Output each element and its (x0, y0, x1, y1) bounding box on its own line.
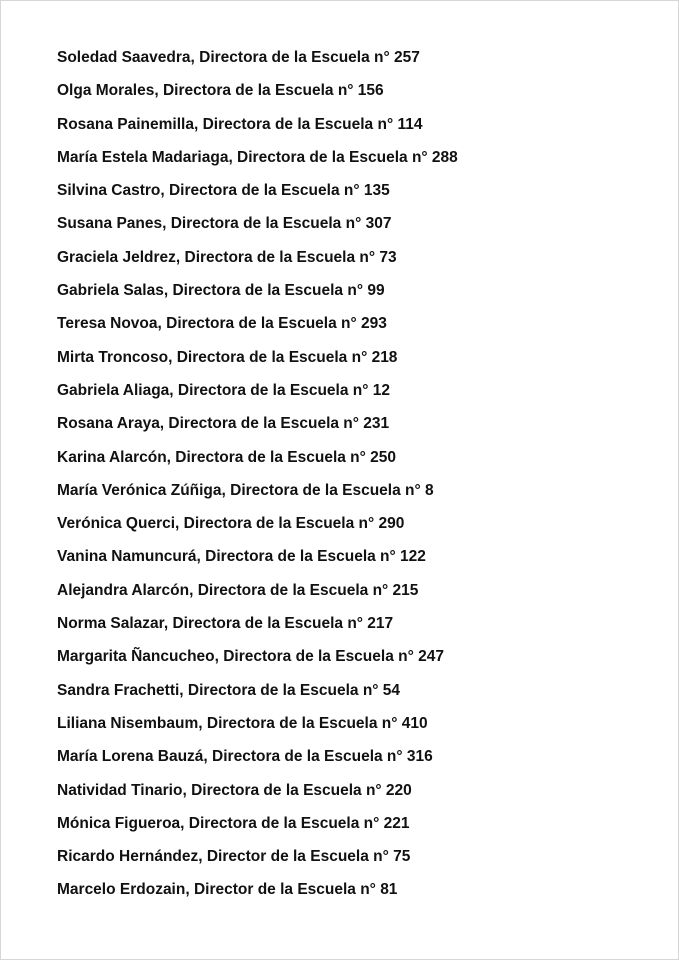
list-item: Marcelo Erdozain, Director de la Escuela n° 81 (57, 881, 398, 899)
list-item: Ricardo Hernández, Director de la Escuela n° 75 (57, 848, 411, 866)
list-item: María Verónica Zúñiga, Directora de la Escuela n° 8 (57, 481, 434, 499)
list-item: Susana Panes, Directora de la Escuela n° 307 (57, 215, 392, 233)
list-item: Teresa Novoa, Directora de la Escuela n° 293 (57, 315, 387, 333)
list-item: Margarita Ñancucheo, Directora de la Escuela n° 247 (57, 648, 444, 666)
list-item: Gabriela Salas, Directora de la Escuela n° 99 (57, 282, 385, 300)
list-item: Graciela Jeldrez, Directora de la Escuela n° 73 (57, 248, 397, 266)
list-item: Olga Morales, Directora de la Escuela n° 156 (57, 82, 384, 100)
list-item: Silvina Castro, Directora de la Escuela n° 135 (57, 182, 390, 200)
list-item: María Lorena Bauzá, Directora de la Escuela n° 316 (57, 748, 433, 766)
list-item: Verónica Querci, Directora de la Escuela n° 290 (57, 515, 405, 533)
list-item: Soledad Saavedra, Directora de la Escuela n° 257 (57, 49, 420, 66)
list-item: Gabriela Aliaga, Directora de la Escuela n° 12 (57, 381, 390, 399)
list-item: Alejandra Alarcón, Directora de la Escuela n° 215 (57, 581, 419, 599)
list-item: Norma Salazar, Directora de la Escuela n° 217 (57, 615, 394, 633)
list-item: Vanina Namuncurá, Directora de la Escuela n° 122 (57, 548, 426, 566)
list-item: Natividad Tinario, Directora de la Escuela n° 220 (57, 781, 412, 799)
list-item: Liliana Nisembaum, Directora de la Escuela n° 410 (57, 714, 428, 732)
list-item: Karina Alarcón, Directora de la Escuela n° 250 (57, 448, 397, 466)
list-item: Rosana Araya, Directora de la Escuela n° 231 (57, 415, 390, 433)
directors-list (57, 45, 458, 911)
list-item: María Estela Madariaga, Directora de la Escuela n° 288 (57, 148, 458, 166)
list-item: Mirta Troncoso, Directora de la Escuela n° 218 (57, 348, 398, 366)
list-item: Mónica Figueroa, Directora de la Escuela n° 221 (57, 814, 410, 832)
list-item: Sandra Frachetti, Directora de la Escuela n° 54 (57, 681, 401, 699)
list-item: Rosana Painemilla, Directora de la Escuela n° 114 (57, 115, 423, 133)
